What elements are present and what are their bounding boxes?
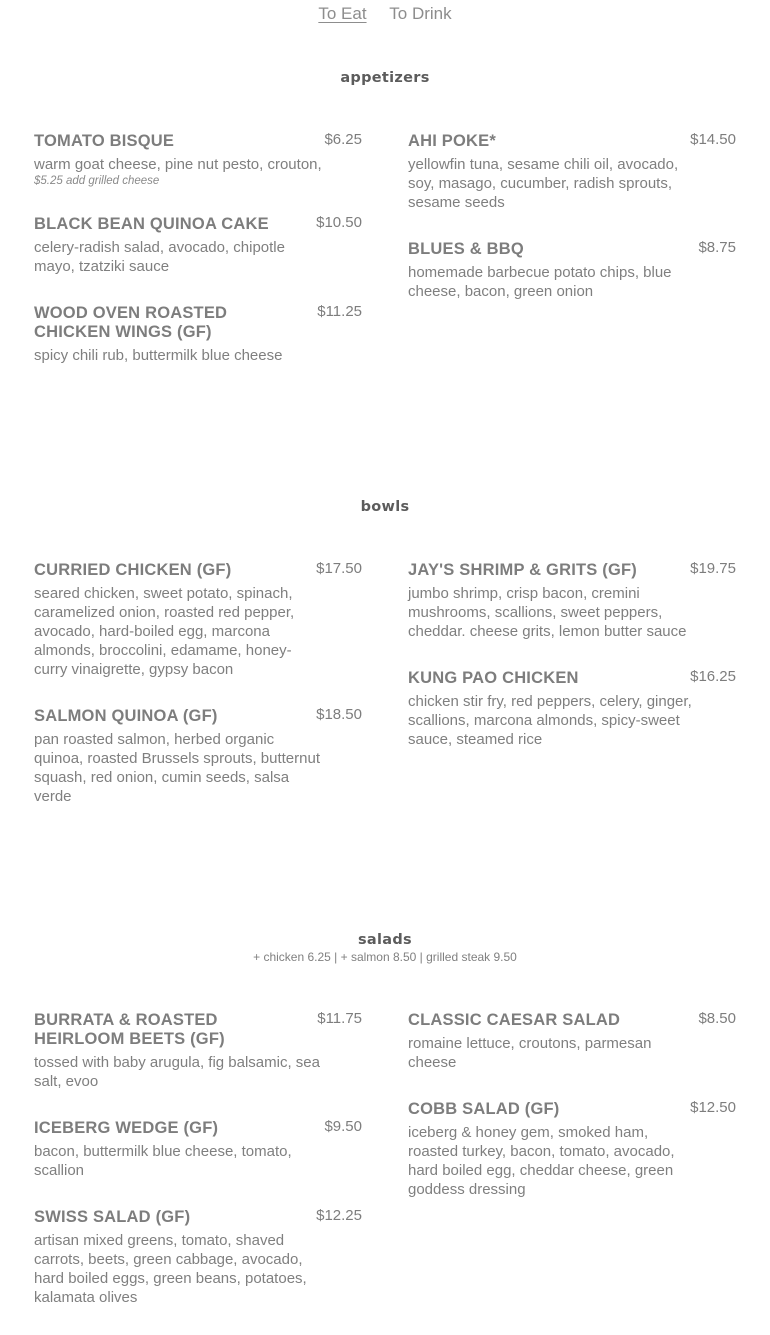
section-title-bowls: bowls (360, 499, 410, 515)
menu-item (34, 707, 362, 806)
item-name: SWISS SALAD (GF) (34, 1208, 191, 1226)
appetizers-left-column (34, 132, 362, 393)
menu-item (408, 240, 736, 301)
item-price: $9.50 (324, 1118, 362, 1135)
item-price: $10.50 (316, 214, 362, 231)
menu-item (408, 669, 736, 749)
item-name: KUNG PAO CHICKEN (408, 669, 579, 687)
item-description: artisan mixed greens, tomato, shaved carrots, beets, green cabbage, avocado, hard boiled eggs, green beans, potatoes, kalamata olives (34, 1232, 307, 1306)
item-price: $11.75 (317, 1010, 362, 1027)
item-description: celery-radish salad, avocado, chipotle mayo, tzatziki sauce (34, 239, 285, 275)
item-description: seared chicken, sweet potato, spinach, caramelized onion, roasted red pepper, avocado, hard-boiled egg, marcona almonds, broccolini, edamame, honey-curry vinaigrette, gypsy bacon (34, 585, 295, 678)
salads-section (0, 932, 770, 1306)
item-description: bacon, buttermilk blue cheese, tomato, scallion (34, 1143, 292, 1179)
item-description: jumbo shrimp, crisp bacon, cremini mushrooms, scallions, sweet peppers, cheddar. cheese grits, lemon butter sauce (408, 585, 687, 640)
appetizers-right-column (408, 132, 736, 329)
item-price: $12.50 (690, 1099, 736, 1116)
item-name: BLUES & BBQ (408, 240, 524, 258)
menu-item (408, 561, 736, 641)
item-description: spicy chili rub, buttermilk blue cheese (34, 347, 283, 364)
item-name: WOOD OVEN ROASTED CHICKEN WINGS (GF) (34, 304, 228, 341)
menu-item (34, 132, 362, 187)
item-name: TOMATO BISQUE (34, 132, 175, 150)
section-title-salads: salads (358, 932, 412, 948)
item-description: homemade barbecue potato chips, blue cheese, bacon, green onion (408, 264, 672, 300)
item-price: $17.50 (316, 560, 362, 577)
menu-item (408, 1100, 736, 1199)
menu-item (34, 1208, 362, 1307)
item-description: romaine lettuce, croutons, parmesan cheese (408, 1035, 652, 1071)
item-note: $5.25 add grilled cheese (34, 175, 160, 187)
item-description: yellowfin tuna, sesame chili oil, avocado, soy, masago, cucumber, radish sprouts, sesame seeds (408, 156, 679, 211)
item-price: $12.25 (316, 1207, 362, 1224)
salads-addons: + chicken 6.25 | + salmon 8.50 | grilled steak 9.50 (253, 950, 517, 964)
item-price: $19.75 (690, 560, 736, 577)
item-price: $8.75 (698, 239, 736, 256)
menu-item (34, 1011, 362, 1091)
menu-item (34, 1119, 362, 1180)
item-description: pan roasted salmon, herbed organic quinoa, roasted Brussels sprouts, butternut squash, red onion, cumin seeds, salsa verde (34, 731, 320, 805)
item-price: $8.50 (698, 1010, 736, 1027)
section-title-appetizers: appetizers (340, 70, 430, 86)
tab-to-drink[interactable]: To Drink (389, 4, 452, 23)
item-price: $16.25 (690, 668, 736, 685)
item-name: ICEBERG WEDGE (GF) (34, 1119, 219, 1137)
item-name: JAY'S SHRIMP & GRITS (GF) (408, 561, 637, 579)
salads-left-column (34, 1011, 362, 1335)
appetizers-section (0, 70, 770, 364)
tab-to-eat[interactable]: To Eat (318, 4, 367, 23)
menu-tabs (0, 4, 770, 24)
salads-right-column (408, 1011, 736, 1227)
item-description: warm goat cheese, pine nut pesto, crouton, (34, 156, 322, 173)
bowls-section (0, 499, 770, 805)
item-name: BURRATA & ROASTED HEIRLOOM BEETS (GF) (34, 1011, 225, 1048)
item-price: $6.25 (324, 131, 362, 148)
item-name: BLACK BEAN QUINOA CAKE (34, 215, 269, 233)
item-price: $18.50 (316, 706, 362, 723)
item-name: SALMON QUINOA (GF) (34, 707, 218, 725)
item-name: COBB SALAD (GF) (408, 1100, 560, 1118)
item-description: tossed with baby arugula, fig balsamic, sea salt, evoo (34, 1054, 320, 1090)
menu-item (34, 561, 362, 679)
menu-item (408, 132, 736, 212)
menu-item (408, 1011, 736, 1072)
bowls-left-column (34, 561, 362, 834)
bowls-right-column (408, 561, 736, 777)
item-description: chicken stir fry, red peppers, celery, ginger, scallions, marcona almonds, spicy-sweet sauce, steamed rice (408, 693, 692, 748)
menu-item (34, 304, 362, 365)
item-description: iceberg & honey gem, smoked ham, roasted turkey, bacon, tomato, avocado, hard boiled egg, cheddar cheese, green goddess dressing (408, 1124, 675, 1198)
item-name: AHI POKE* (408, 132, 496, 150)
item-price: $14.50 (690, 131, 736, 148)
item-name: CURRIED CHICKEN (GF) (34, 561, 232, 579)
item-name: CLASSIC CAESAR SALAD (408, 1011, 621, 1029)
item-price: $11.25 (317, 303, 362, 320)
menu-item (34, 215, 362, 276)
